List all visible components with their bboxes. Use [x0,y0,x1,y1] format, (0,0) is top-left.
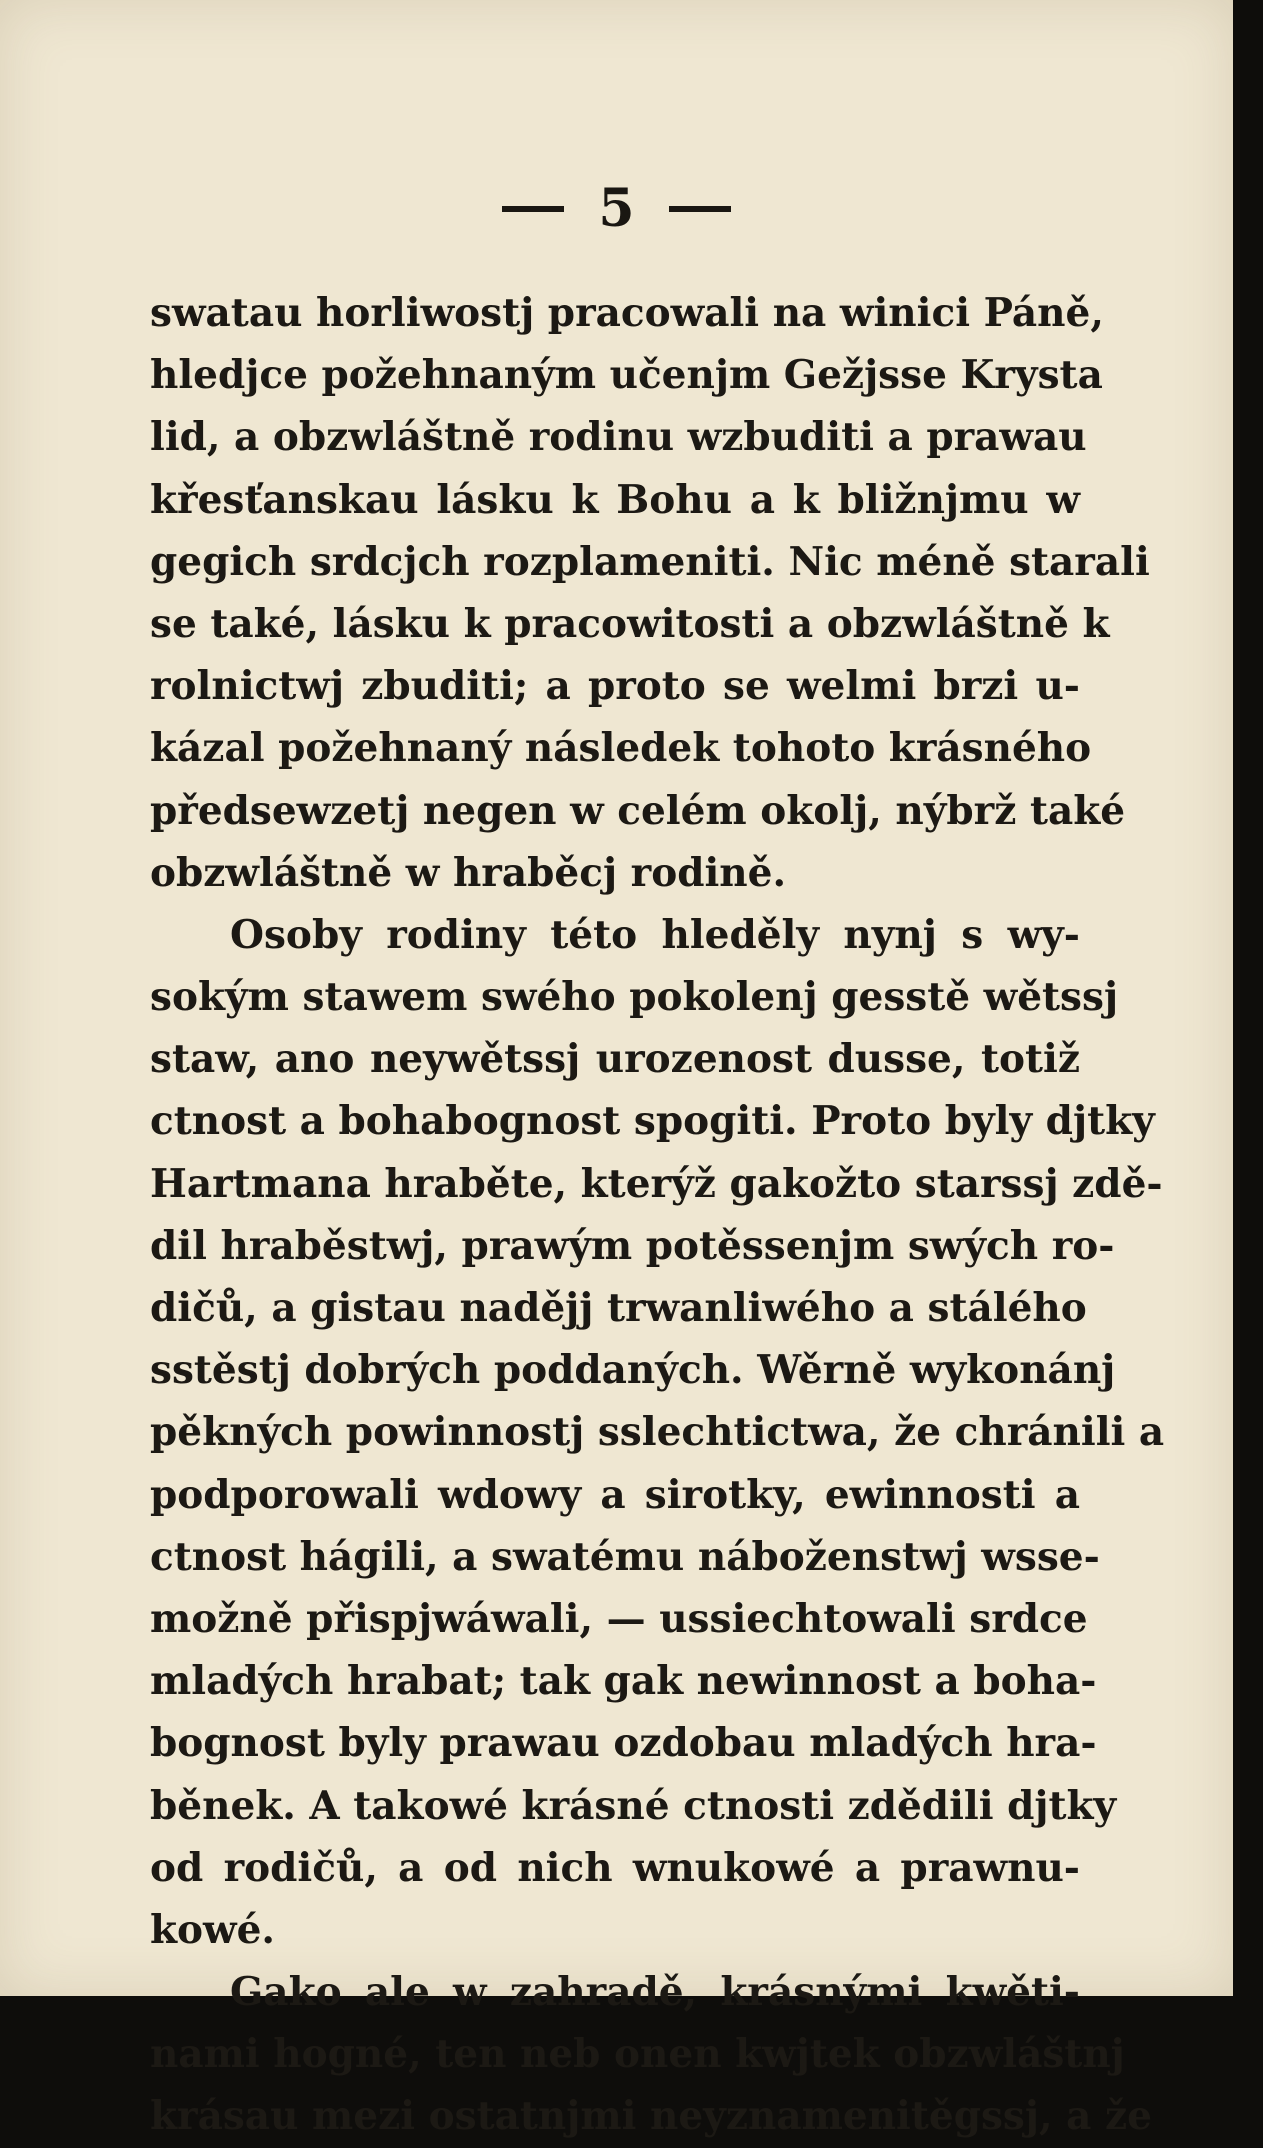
text-line: bognost byly prawau ozdobau mladých hra- [150,1720,1097,1767]
text-line: lid, a obzwláštně rodinu wzbuditi a prawau [150,414,1087,461]
text-line: kowé. [150,1906,275,1953]
text-line: mladých hrabat; tak gak newinnost a boha- [150,1658,1097,1705]
text-line: swatau horliwostj pracowali na winici Páně, [150,290,1104,336]
body-text [150,282,1165,2148]
text-line: kázal požehnaný následek tohoto krásného [150,725,1092,772]
text-line: staw, ano neywětssj urozenost dusse, totiž [150,1036,1080,1083]
text-line: gegich srdcjch rozplameniti. Nic méně starali [150,538,1150,585]
text-line: hledjce požehnaným učenjm Gežjsse Krysta [150,352,1103,399]
text-line: předsewzetj negen w celém okolj, nýbrž také [150,787,1126,834]
text-line: běnek. A takowé krásné ctnosti zdědili djtky [150,1782,1117,1829]
text-line: dil hraběstwj, prawým potěssenjm swých ro- [150,1222,1115,1269]
paragraph-2 [150,904,1165,1961]
paragraph-3 [150,1961,1152,2148]
page-header [0,178,1233,239]
header-dash-left [502,206,564,212]
text-line: od rodičů, a od nich wnukowé a prawnu- [150,1844,1080,1891]
text-line: Osoby rodiny této hleděly nynj s wy- [230,911,1080,958]
text-line: nami hogné, ten neb onen kwjtek obzwláštnj [150,2031,1125,2078]
text-line: Gako ale w zahradě, krásnými kwěti- [230,1969,1080,2016]
header-dash-right [669,206,731,212]
text-line: Hartmana hraběte, kterýž gakožto starssj zdě- [150,1160,1163,1207]
text-line: krásau mezi ostatnjmi neyznamenitěgssj, a že [150,2093,1152,2140]
text-line: pěkných powinnostj sslechtictwa, že chránili a [150,1409,1165,1456]
text-line: obzwláštně w hraběcj rodině. [150,849,787,896]
text-line: ctnost a bohabognost spogiti. Proto byly djtky [150,1098,1155,1145]
text-line: se také, lásku k pracowitosti a obzwláštně k [150,600,1110,647]
text-line: dičů, a gistau nadějj trwanliwého a stálého [150,1285,1087,1331]
text-line: křesťanskau lásku k Bohu a k bližnjmu w [150,476,1080,523]
text-line: rolnictwj zbuditi; a proto se welmi brzi u- [150,663,1080,710]
text-line: sokým stawem swého pokolenj gesstě wětssj [150,974,1119,1021]
text-line: podporowali wdowy a sirotky, ewinnosti a [150,1471,1080,1518]
text-line: sstěstj dobrých poddaných. Wěrně wykonánj [150,1347,1116,1394]
text-line: možně přispjwáwali, — ussiechtowali srdce [150,1595,1088,1642]
page-number: 5 [598,178,635,239]
paragraph-1 [150,282,1150,904]
text-line: ctnost hágili, a swatému náboženstwj wsse- [150,1533,1100,1580]
